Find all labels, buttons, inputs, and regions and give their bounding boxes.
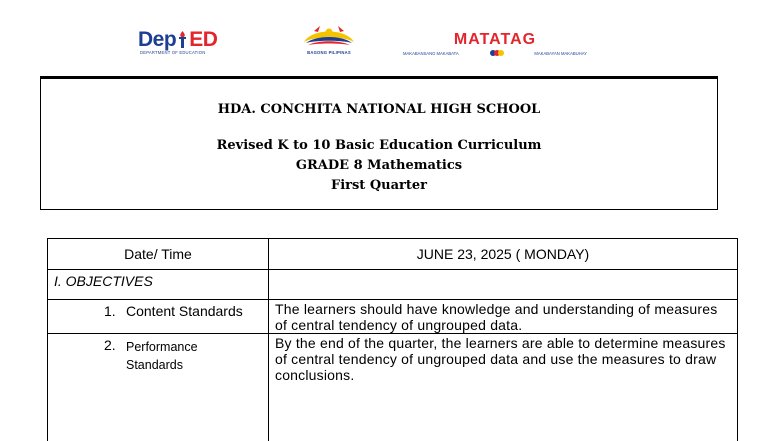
- torch-icon: [176, 31, 189, 48]
- deped-logo-subtitle: DEPARTMENT OF EDUCATION: [140, 50, 206, 55]
- school-name: HDA. CONCHITA NATIONAL HIGH SCHOOL: [217, 102, 541, 117]
- deped-logo: [138, 29, 272, 57]
- performance-standards-label-cell: [48, 334, 269, 441]
- table-row-content-standards: [48, 300, 738, 334]
- objectives-label: I. OBJECTIVES: [48, 270, 269, 300]
- performance-standards-label: Performance Standards: [126, 340, 198, 372]
- curriculum-title: Revised K to 10 Basic Education Curriculum: [216, 138, 542, 153]
- bagong-pilipinas-subtitle: BAGONG PILIPINAS: [307, 50, 351, 55]
- matatag-logo: [403, 32, 587, 58]
- bagong-pilipinas-emblem-icon: [290, 24, 368, 50]
- deped-logo-text-ed: ED: [189, 28, 218, 51]
- quarter: First Quarter: [330, 178, 428, 193]
- performance-standards-number: 2.: [104, 337, 116, 353]
- grade-subject: GRADE 8 Mathematics: [295, 158, 463, 173]
- lesson-plan-table: [47, 238, 738, 441]
- deped-logo-text-dep: Dep: [138, 28, 177, 51]
- matatag-logo-title: MATATAG: [453, 31, 537, 48]
- date-value: JUNE 23, 2025 ( MONDAY): [269, 239, 738, 270]
- table-row-performance-standards: [48, 334, 738, 441]
- content-standards-label: Content Standards: [126, 303, 243, 319]
- matatag-emblem-icon: [487, 49, 507, 57]
- table-row-objectives: [48, 270, 738, 300]
- bagong-pilipinas-logo: [290, 24, 368, 56]
- content-standards-label-cell: [48, 300, 269, 334]
- school-header-box: [40, 76, 718, 210]
- performance-standards-text: By the end of the quarter, the learners are able to determine measures of central tendency of ungrouped data and use the measures to draw conclusions.: [269, 334, 738, 441]
- content-standards-text: The learners should have knowledge and understanding of measures of central tendency of ungrouped data.: [269, 300, 738, 334]
- table-row-date: [48, 239, 738, 270]
- content-standards-number: 1.: [104, 303, 116, 319]
- date-time-label: Date/ Time: [48, 239, 269, 270]
- matatag-logo-sub-right: MAKABAYAN MAKABUHAY: [534, 50, 587, 56]
- objectives-empty-cell: [269, 270, 738, 300]
- matatag-logo-sub-left: MAKABANSANG MAKABATA: [403, 50, 459, 56]
